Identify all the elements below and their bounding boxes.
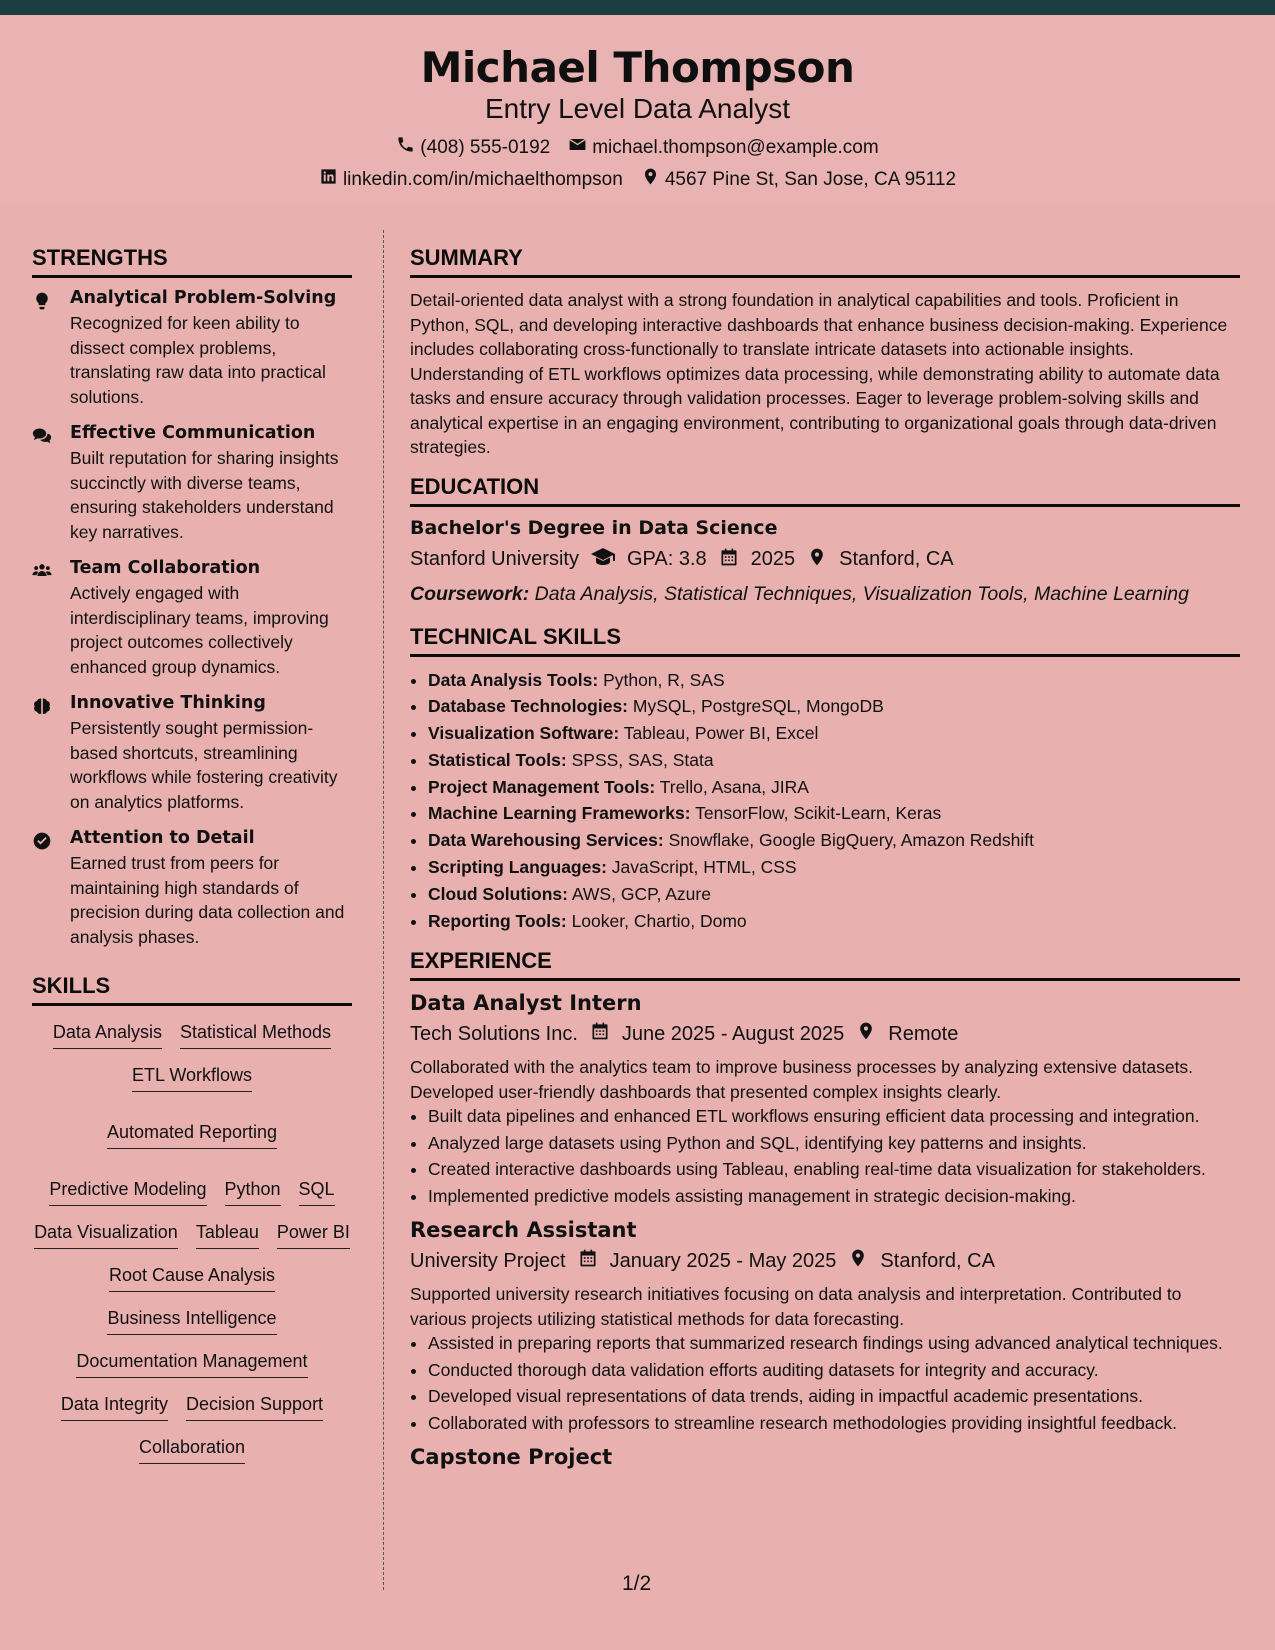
skill-values: Snowflake, Google BigQuery, Amazon Redshift bbox=[668, 830, 1034, 851]
skill-category: Visualization Software: bbox=[428, 723, 620, 744]
skill-values: Looker, Chartio, Domo bbox=[571, 910, 747, 931]
education-meta bbox=[410, 545, 1240, 575]
strength-desc: Persistently sought permission-based shortcuts, streamlining workflows while fostering creativity on analytics platforms. bbox=[70, 718, 338, 812]
strength-item bbox=[32, 828, 352, 949]
skill-values: Python, R, SAS bbox=[603, 669, 725, 690]
job-dates: June 2025 - August 2025 bbox=[621, 1022, 845, 1045]
calendar-icon bbox=[578, 1248, 598, 1274]
school-location: Stanford, CA bbox=[839, 548, 954, 570]
linkedin-text[interactable]: linkedin.com/in/michaelthompson bbox=[342, 168, 623, 190]
column-divider bbox=[383, 230, 384, 1590]
skill-values: Tableau, Power BI, Excel bbox=[623, 723, 819, 744]
skill-category: Cloud Solutions: bbox=[428, 883, 568, 904]
list-item: • Conducted thorough data validation efforts auditing datasets for integrity and accuracy. bbox=[428, 1358, 1240, 1383]
list-item bbox=[428, 800, 1240, 827]
page-number: 1/2 bbox=[622, 1572, 652, 1595]
strength-title: Team Collaboration bbox=[70, 558, 261, 578]
skills-heading: SKILLS bbox=[32, 973, 352, 1006]
job-description: Collaborated with the analytics team to improve business processes by analyzing extensive datasets. Developed user-friendly dashboards that presented complex insights clearly. bbox=[410, 1057, 1194, 1102]
skill-category: Scripting Languages: bbox=[428, 857, 607, 878]
list-item bbox=[428, 881, 1240, 908]
list-item bbox=[428, 693, 1240, 720]
skill-values: SPSS, SAS, Stata bbox=[571, 749, 714, 770]
skill-category: Machine Learning Frameworks: bbox=[428, 803, 691, 824]
skill-chip: Python bbox=[225, 1177, 281, 1206]
job-title: Research Assistant bbox=[410, 1218, 637, 1243]
skill-chip: Root Cause Analysis bbox=[109, 1263, 275, 1292]
list-item: • Analyzed large datasets using Python and SQL, identifying key patterns and insights. bbox=[428, 1131, 1240, 1156]
skill-chip: Decision Support bbox=[186, 1392, 323, 1421]
strength-desc: Built reputation for sharing insights succinctly with diverse teams, ensuring stakeholders understand key narratives. bbox=[70, 448, 339, 542]
next-job-title: Capstone Project bbox=[410, 1445, 613, 1470]
skill-chip: Tableau bbox=[196, 1220, 259, 1249]
job-description: Supported university research initiatives focusing on data analysis and interpretation. Contributed to various projects utilizing statistical methods for data forecasting. bbox=[410, 1284, 1182, 1329]
company-name: University Project bbox=[410, 1249, 566, 1272]
calendar-icon bbox=[590, 1021, 610, 1047]
education-heading: EDUCATION bbox=[410, 474, 1240, 507]
job-meta bbox=[410, 1021, 1240, 1047]
check-circle-icon bbox=[32, 828, 70, 949]
skill-chip: Automated Reporting bbox=[107, 1120, 277, 1149]
job-entry bbox=[410, 1218, 1240, 1435]
contact-row-2 bbox=[0, 167, 1275, 192]
skills-chip-list bbox=[32, 1020, 352, 1464]
list-item: • Developed visual representations of data trends, aiding in impactful academic presentations. bbox=[428, 1384, 1240, 1409]
skill-category: Reporting Tools: bbox=[428, 910, 567, 931]
skill-chip: SQL bbox=[299, 1177, 335, 1206]
map-pin-icon bbox=[641, 167, 660, 192]
strength-title: Innovative Thinking bbox=[70, 693, 266, 713]
gpa-text: GPA: 3.8 bbox=[626, 548, 707, 570]
skill-chip: Data Analysis bbox=[53, 1020, 162, 1049]
skill-category: Statistical Tools: bbox=[428, 749, 567, 770]
technical-skills-list bbox=[410, 667, 1240, 935]
list-item bbox=[428, 854, 1240, 881]
right-column bbox=[410, 245, 1240, 1469]
coursework-label: Coursework: bbox=[410, 582, 530, 605]
skill-chip: Documentation Management bbox=[76, 1349, 307, 1378]
summary-heading: SUMMARY bbox=[410, 245, 1240, 278]
skill-chip: Data Visualization bbox=[34, 1220, 178, 1249]
list-item: • Implemented predictive models assisting management in strategic decision-making. bbox=[428, 1184, 1240, 1209]
experience-heading: EXPERIENCE bbox=[410, 948, 1240, 981]
technical-skills-heading: TECHNICAL SKILLS bbox=[410, 624, 1240, 657]
contact-row-1 bbox=[0, 135, 1275, 160]
skill-chip: Business Intelligence bbox=[107, 1306, 276, 1335]
brain-icon bbox=[32, 693, 70, 814]
job-dates: January 2025 - May 2025 bbox=[609, 1249, 837, 1272]
map-pin-icon bbox=[856, 1021, 876, 1047]
strength-item bbox=[32, 693, 352, 814]
skill-category: Database Technologies: bbox=[428, 696, 629, 717]
list-item bbox=[428, 908, 1240, 935]
resume-header bbox=[0, 15, 1275, 205]
skill-chip: Collaboration bbox=[139, 1435, 245, 1464]
left-column bbox=[32, 245, 352, 1464]
skill-values: Trello, Asana, JIRA bbox=[659, 776, 809, 797]
phone-icon bbox=[396, 135, 415, 160]
address-contact bbox=[641, 167, 956, 192]
job-bullets bbox=[410, 1331, 1240, 1435]
email-text[interactable]: michael.thompson@example.com bbox=[592, 136, 879, 158]
strength-title: Attention to Detail bbox=[70, 828, 255, 848]
strength-title: Analytical Problem-Solving bbox=[70, 288, 337, 308]
coursework bbox=[410, 583, 1240, 606]
strength-desc: Recognized for keen ability to dissect complex problems, translating raw data into practical solutions. bbox=[70, 313, 326, 407]
job-location: Stanford, CA bbox=[880, 1249, 995, 1272]
strength-desc: Actively engaged with interdisciplinary teams, improving project outcomes collectively enhanced group dynamics. bbox=[70, 583, 329, 677]
candidate-role: Entry Level Data Analyst bbox=[484, 93, 791, 124]
list-item bbox=[428, 720, 1240, 747]
skill-chip: Data Integrity bbox=[61, 1392, 168, 1421]
strength-item bbox=[32, 423, 352, 544]
phone-text: (408) 555-0192 bbox=[420, 136, 551, 158]
address-text: 4567 Pine St, San Jose, CA 95112 bbox=[664, 168, 957, 190]
calendar-icon bbox=[719, 547, 739, 573]
coursework-list: Data Analysis, Statistical Techniques, Visualization Tools, Machine Learning bbox=[534, 582, 1189, 605]
list-item bbox=[428, 747, 1240, 774]
skill-chip: Statistical Methods bbox=[180, 1020, 331, 1049]
strength-desc: Earned trust from peers for maintaining high standards of precision during data collection and analysis phases. bbox=[70, 853, 345, 947]
job-bullets bbox=[410, 1104, 1240, 1208]
email-contact[interactable] bbox=[568, 135, 878, 160]
lightbulb-icon bbox=[32, 288, 70, 409]
users-icon bbox=[32, 558, 70, 679]
summary-text: Detail-oriented data analyst with a strong foundation in analytical capabilities and tools. Proficient in Python, SQL, and developing interactive dashboards that enhance business decision-making. Experience includes collaborating cross-functionally to translate intricate datasets into actionable insights. Understanding of ETL workflows optimizes data processing, while demonstrating ability to automate data tasks and ensure accuracy through validation processes. Eager to leverage problem-solving skills and analytical expertise in an engaging environment, contributing to organizational goals through data-driven strategies. bbox=[410, 290, 1228, 457]
list-item: • Created interactive dashboards using Tableau, enabling real-time data visualization for stakeholders. bbox=[428, 1157, 1240, 1182]
list-item bbox=[428, 774, 1240, 801]
job-title: Data Analyst Intern bbox=[410, 991, 642, 1016]
phone-contact bbox=[396, 135, 550, 160]
skill-values: MySQL, PostgreSQL, MongoDB bbox=[632, 696, 884, 717]
strength-item bbox=[32, 558, 352, 679]
school-name: Stanford University bbox=[410, 548, 579, 570]
skill-chip: Predictive Modeling bbox=[49, 1177, 206, 1206]
skill-values: JavaScript, HTML, CSS bbox=[611, 857, 797, 878]
map-pin-icon bbox=[807, 547, 827, 573]
job-location: Remote bbox=[888, 1022, 959, 1045]
skill-chip: Power BI bbox=[277, 1220, 350, 1249]
linkedin-contact[interactable] bbox=[319, 167, 623, 192]
job-meta bbox=[410, 1248, 1240, 1274]
strengths-heading: STRENGTHS bbox=[32, 245, 352, 278]
list-item: • Assisted in preparing reports that summarized research findings using advanced analytical techniques. bbox=[428, 1331, 1240, 1356]
map-pin-icon bbox=[848, 1248, 868, 1274]
top-accent-bar bbox=[0, 0, 1275, 15]
list-item: • Collaborated with professors to streamline research methodologies providing insightful feedback. bbox=[428, 1411, 1240, 1436]
skill-values: AWS, GCP, Azure bbox=[571, 883, 711, 904]
job-entry bbox=[410, 991, 1240, 1208]
list-item bbox=[428, 827, 1240, 854]
skill-category: Data Analysis Tools: bbox=[428, 669, 599, 690]
skill-category: Data Warehousing Services: bbox=[428, 830, 664, 851]
list-item bbox=[428, 667, 1240, 694]
graduation-cap-icon bbox=[591, 545, 615, 575]
envelope-icon bbox=[568, 135, 587, 160]
linkedin-icon bbox=[319, 167, 338, 192]
skill-values: TensorFlow, Scikit-Learn, Keras bbox=[695, 803, 942, 824]
candidate-name: Michael Thompson bbox=[420, 43, 855, 92]
list-item: • Built data pipelines and enhanced ETL workflows ensuring efficient data processing and integration. bbox=[428, 1104, 1240, 1129]
strength-title: Effective Communication bbox=[70, 423, 316, 443]
company-name: Tech Solutions Inc. bbox=[410, 1022, 578, 1045]
skill-category: Project Management Tools: bbox=[428, 776, 656, 797]
degree-title: Bachelor's Degree in Data Science bbox=[410, 516, 778, 539]
skill-chip: ETL Workflows bbox=[132, 1063, 252, 1092]
comments-icon bbox=[32, 423, 70, 544]
graduation-year: 2025 bbox=[750, 548, 796, 570]
strength-item bbox=[32, 288, 352, 409]
